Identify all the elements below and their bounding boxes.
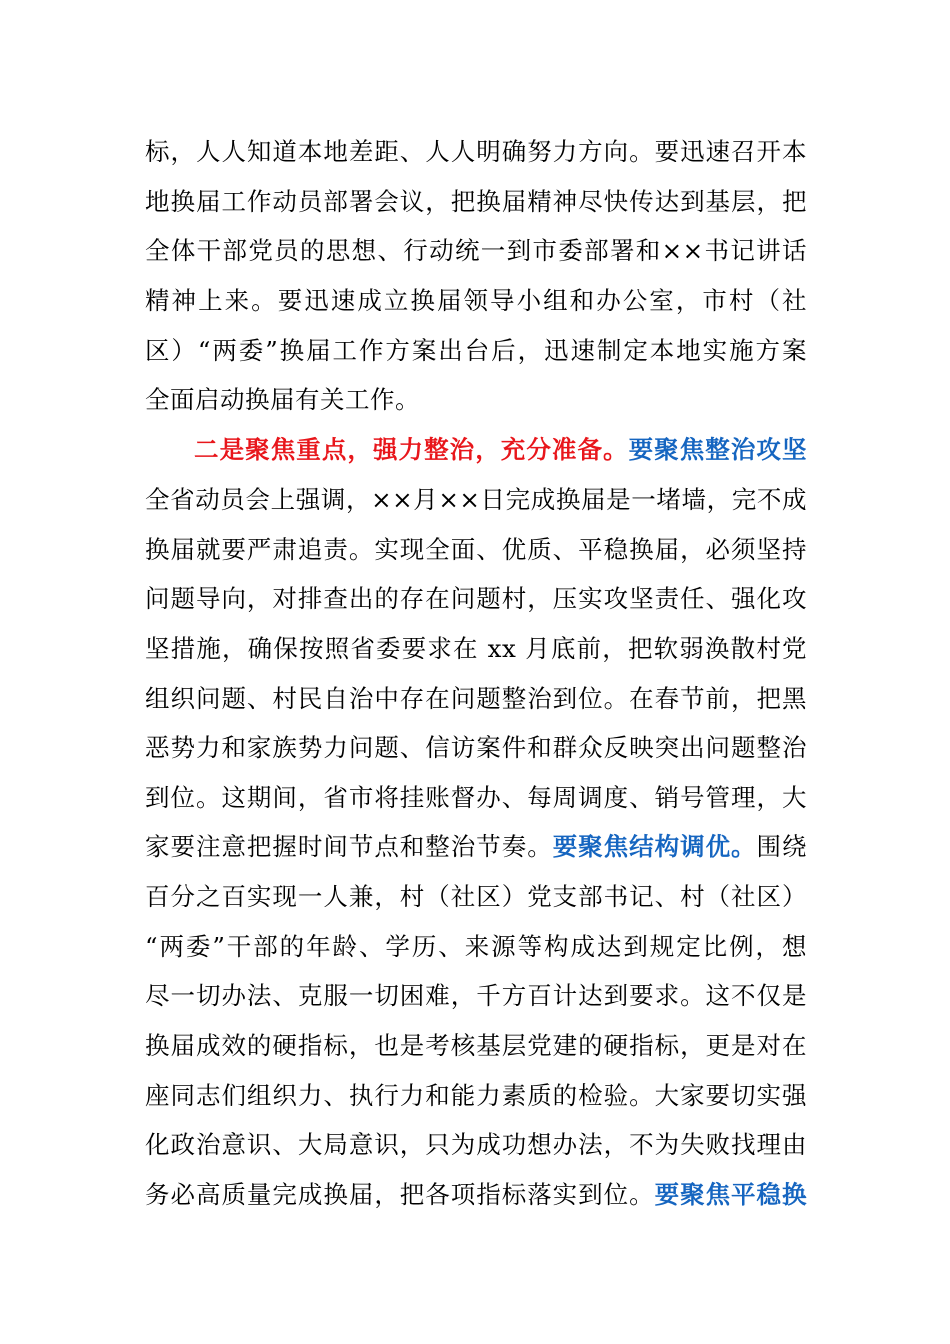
paragraph-line: “两委”干部的年龄、学历、来源等构成达到规定比例，想 (145, 932, 807, 961)
section-heading: 二是聚焦重点，强力整治，充分准备。 (194, 435, 629, 464)
section-heading-line (194, 430, 807, 470)
paragraph-line-mixed (145, 1175, 807, 1215)
paragraph-line: 组织问题、村民自治中存在问题整治到位。在春节前，把黑 (145, 684, 807, 713)
paragraph-line: 标，人人知道本地差距、人人明确努力方向。要迅速召开本 (145, 137, 807, 166)
paragraph-line-mixed (145, 827, 807, 867)
plain-text: 围绕 (756, 832, 808, 861)
paragraph-line: 座同志们组织力、执行力和能力素质的检验。大家要切实强 (145, 1081, 807, 1110)
paragraph-line: 恶势力和家族势力问题、信访案件和群众反映突出问题整治 (145, 733, 807, 762)
subheading-stable-transition: 要聚焦平稳换 (654, 1180, 808, 1209)
paragraph-line: 百分之百实现一人兼，村（社区）党支部书记、村（社区） (145, 882, 807, 911)
paragraph-line: 化政治意识、大局意识，只为成功想办法，不为失败找理由 (145, 1130, 807, 1159)
paragraph-line: 精神上来。要迅速成立换届领导小组和办公室，市村（社 (145, 286, 807, 315)
paragraph-line: 换届成效的硬指标，也是考核基层党建的硬指标，更是对在 (145, 1031, 807, 1060)
paragraph-line: 换届就要严肃追责。实现全面、优质、平稳换届，必须坚持 (145, 535, 807, 564)
paragraph-line: 坚措施，确保按照省委要求在 xx 月底前，把软弱涣散村党 (145, 634, 807, 663)
paragraph-line: 到位。这期间，省市将挂账督办、每周调度、销号管理，大 (145, 783, 807, 812)
subheading-focus-rectification: 要聚焦整治攻坚 (628, 435, 807, 464)
plain-text: 家要注意把握时间节点和整治节奏。 (145, 832, 553, 861)
paragraph-line: 全面启动换届有关工作。 (145, 385, 420, 414)
plain-text: 务必高质量完成换届，把各项指标落实到位。 (145, 1180, 655, 1209)
paragraph-line: 全体干部党员的思想、行动统一到市委部署和××书记讲话 (145, 236, 807, 265)
paragraph-line: 区）“两委”换届工作方案出台后，迅速制定本地实施方案 (145, 336, 807, 365)
paragraph-line: 问题导向，对排查出的存在问题村，压实攻坚责任、强化攻 (145, 584, 807, 613)
subheading-structure-optimization: 要聚焦结构调优。 (552, 832, 757, 861)
paragraph-line: 尽一切办法、克服一切困难，千方百计达到要求。这不仅是 (145, 981, 807, 1010)
paragraph-line: 全省动员会上强调，××月××日完成换届是一堵墙，完不成 (145, 485, 807, 514)
paragraph-line: 地换届工作动员部署会议，把换届精神尽快传达到基层，把 (145, 187, 807, 216)
